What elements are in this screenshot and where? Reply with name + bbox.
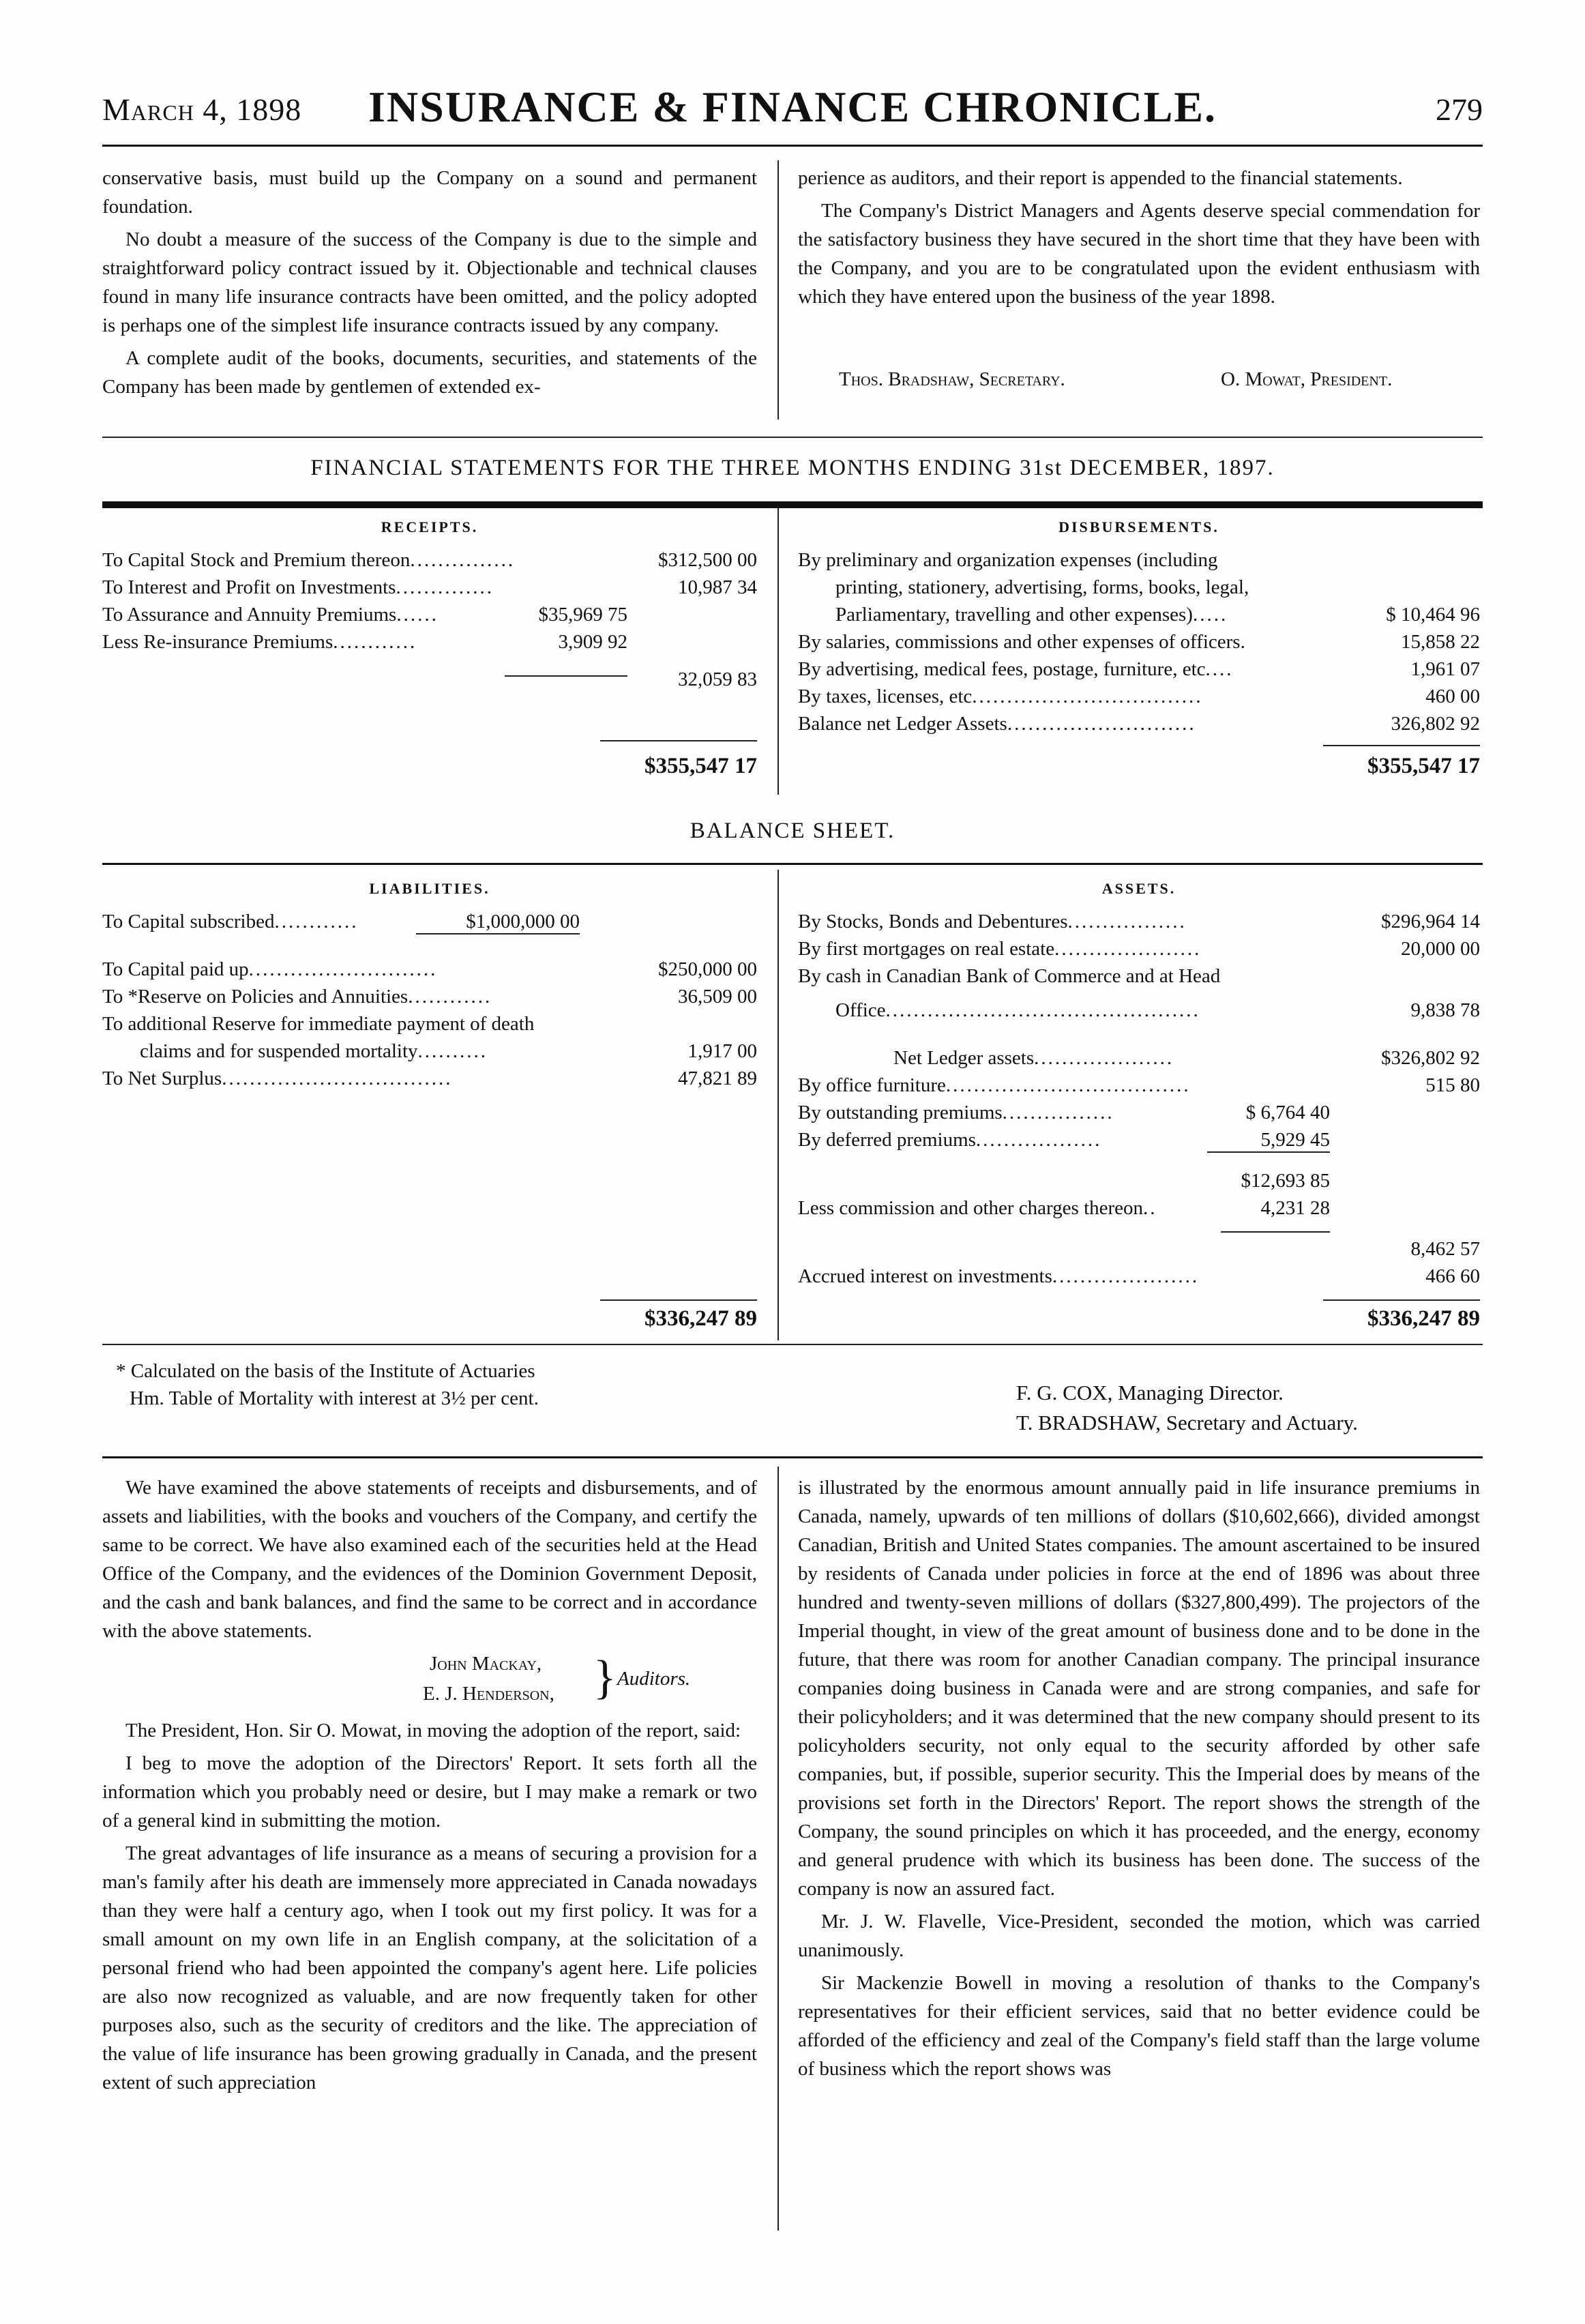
intro-column-divider [777, 160, 779, 420]
asset-amount: 9,838 78 [1410, 999, 1480, 1021]
asset-label: Less commission and other charges thereon.. [798, 1197, 1157, 1219]
financial-column-divider [777, 508, 779, 795]
footnote-line: Hm. Table of Mortality with interest at 3½ per cent. [130, 1387, 539, 1409]
liabilities-total: $336,247 89 [645, 1306, 757, 1331]
disbursement-amount: $ 10,464 96 [1386, 604, 1480, 626]
assets-heading: ASSETS. [1101, 880, 1176, 897]
body-right-paragraph: is illustrated by the enormous amount annually paid in life insurance premiums in Canada, namely, upwards of ten millions of dollars ($10,602,666), divided amongst Canadian, British and United States companies. The amount ascertained to be insured by residents of Canada under policies in force at the end of 1896 was about three hundred and twenty-seven millions of dollars ($327,800,499). The projectors of the Imperial thought, in view of the great amount of business done and to be done in the future, that there was room for another Canadian company. The principal insurance companies doing business in Canada were and are strong companies, and safe for their policyholders; and it was determined that the new company should present to its policyholders security, not only equal to the security afforded by other safe companies, but, if possible, superior security. This the Imperial does by means of the provisions set forth in the Directors' Report. The report shows the strength of the Company, the sound principles on which it has proceeded, and the energy, economy and general prudence with which its business has been done. The success of the company is now an assured fact. [798, 1477, 1480, 1900]
subtotal-rule [1221, 1231, 1330, 1233]
disbursement-amount: 326,802 92 [1391, 713, 1480, 735]
intro-left-paragraph: A complete audit of the books, documents, securities, and statements of the Company has been made by gentlemen of extended ex- [102, 347, 757, 398]
footnote [116, 1357, 539, 1412]
liability-label: To additional Reserve for immediate payment of death [102, 1013, 535, 1035]
financial-statements-title: FINANCIAL STATEMENTS FOR THE THREE MONTHS ENDING 31st DECEMBER, 1897. [310, 456, 1275, 480]
section-rule [102, 1456, 1483, 1458]
asset-label: Accrued interest on investments..................... [798, 1265, 1200, 1287]
body-column-divider [777, 1467, 779, 2231]
balance-sheet-title: BALANCE SHEET. [690, 819, 895, 843]
intro-right-paragraph: The Company's District Managers and Agents deserve special commendation for the satisfactory business they have secured in the short time that they have been with the Company, and you are to be congratulated upon the evident enthusiasm with which they have entered upon the business of the year 1898. [798, 200, 1480, 308]
disbursements-total: $355,547 17 [1367, 754, 1480, 778]
asset-subamount: 4,231 28 [1260, 1197, 1330, 1219]
receipt-amount: $312,500 00 [658, 549, 757, 571]
receipts-total: $355,547 17 [645, 754, 757, 778]
asset-subamount: 5,929 45 [1207, 1129, 1330, 1153]
section-rule [102, 437, 1483, 438]
intro-left-paragraph: conservative basis, must build up the Company on a sound and permanent foundation. [102, 167, 757, 218]
table-bottom-rule [102, 1344, 1483, 1345]
receipt-label: To Interest and Profit on Investments.............. [102, 576, 494, 598]
receipts-heading: RECEIPTS. [381, 518, 479, 535]
issue-date: March 4, 1898 [102, 92, 302, 127]
body-left-paragraph: We have examined the above statements of receipts and disbursements, and of assets and liabilities, with the books and vouchers of the Company, and certify the same to be correct. We have also examined each of the securities held at the Head Office of the Company, and the evidences of the Dominion Government Deposit, and the cash and bank balances, and find the same to be correct and in accordance with the above statements. [102, 1477, 757, 1642]
header-rule [102, 145, 1483, 147]
asset-subamount: $12,693 85 [1241, 1170, 1330, 1192]
asset-label: By cash in Canadian Bank of Commerce and at Head [798, 965, 1221, 987]
disbursement-label: By taxes, licenses, etc................................. [798, 686, 1203, 707]
liability-label: To Capital subscribed............ [102, 911, 359, 932]
intro-left-column [102, 164, 757, 405]
receipt-subamount: 3,909 92 [558, 631, 627, 653]
receipt-label: To Assurance and Annuity Premiums...... [102, 604, 439, 626]
publication-title: INSURANCE & FINANCE CHRONICLE. [368, 83, 1217, 131]
asset-label: Net Ledger assets.................... [893, 1047, 1174, 1069]
disbursement-label: Parliamentary, travelling and other expenses)..... [835, 604, 1228, 626]
total-rule [1323, 1299, 1480, 1301]
asset-label: Office............................................. [835, 999, 1200, 1021]
receipt-amount: 32,059 83 [678, 668, 757, 690]
asset-amount: 20,000 00 [1401, 938, 1480, 960]
asset-amount: 515 80 [1425, 1074, 1480, 1096]
receipt-amount: 10,987 34 [678, 576, 757, 598]
liabilities-heading: LIABILITIES. [369, 880, 490, 897]
total-rule [1323, 745, 1480, 746]
secretary-signature: Thos. Bradshaw, Secretary. [839, 368, 1065, 390]
receipt-subamount: $35,969 75 [538, 604, 627, 626]
liability-label: claims and for suspended mortality.......... [140, 1040, 488, 1062]
auditor-name: E. J. Henderson, [423, 1683, 554, 1705]
body-right-paragraph: Sir Mackenzie Bowell in moving a resolution of thanks to the Company's representatives for their efficient services, said that no better evidence could be afforded of the efficiency and zeal of the Company's field staff than the large volume of business which the report shows was [798, 1972, 1480, 2080]
asset-label: By outstanding premiums................ [798, 1102, 1114, 1123]
table-top-rule [102, 501, 1483, 508]
disbursements-heading: DISBURSEMENTS. [1058, 518, 1219, 535]
total-rule [600, 1299, 757, 1301]
managing-director-signature: F. G. COX, Managing Director. [1016, 1381, 1284, 1404]
body-left-column [102, 1473, 757, 2101]
intro-right-column [798, 164, 1480, 315]
assets-total: $336,247 89 [1367, 1306, 1480, 1331]
liability-label: To *Reserve on Policies and Annuities............ [102, 986, 492, 1007]
asset-subamount: $ 6,764 40 [1245, 1102, 1330, 1123]
disbursement-amount: 1,961 07 [1410, 658, 1480, 680]
body-right-paragraph: Mr. J. W. Flavelle, Vice-President, seconded the motion, which was carried unanimously. [798, 1911, 1480, 1961]
asset-label: By Stocks, Bonds and Debentures................. [798, 911, 1187, 932]
brace-glyph: } [593, 1651, 617, 1704]
body-right-column [798, 1473, 1480, 2087]
body-left-paragraph: I beg to move the adoption of the Directors' Report. It sets forth all the information which you probably need or desire, but I may make a remark or two of a general kind in submitting the motion. [102, 1752, 757, 1832]
liability-subamount: $1,000,000 00 [416, 911, 580, 935]
asset-label: By deferred premiums.................. [798, 1129, 1102, 1151]
asset-amount: 466 60 [1425, 1265, 1480, 1287]
receipt-label: To Capital Stock and Premium thereon............... [102, 549, 516, 571]
disbursement-label: By preliminary and organization expenses (including [798, 549, 1218, 571]
auditor-name: John Mackay, [430, 1653, 542, 1675]
liability-amount: 1,917 00 [687, 1040, 757, 1062]
body-left-paragraph: The President, Hon. Sir O. Mowat, in moving the adoption of the report, said: [125, 1720, 741, 1741]
asset-amount: $326,802 92 [1381, 1047, 1480, 1069]
footnote-line: * Calculated on the basis of the Institute of Actuaries [116, 1360, 535, 1382]
liability-amount: 36,509 00 [678, 986, 757, 1007]
liability-amount: $250,000 00 [658, 958, 757, 980]
liability-amount: 47,821 89 [678, 1068, 757, 1089]
disbursement-label: By salaries, commissions and other expenses of officers. [798, 631, 1247, 653]
disbursement-label: By advertising, medical fees, postage, furniture, etc.... [798, 658, 1234, 680]
disbursement-amount: 15,858 22 [1401, 631, 1480, 653]
asset-label: By office furniture................................... [798, 1074, 1191, 1096]
disbursement-label: Balance net Ledger Assets........................... [798, 713, 1196, 735]
page-header [102, 82, 1483, 136]
page-number: 279 [1436, 92, 1483, 127]
asset-amount: 8,462 57 [1410, 1238, 1480, 1260]
statement-signatures [1016, 1378, 1358, 1438]
liability-label: To Net Surplus................................. [102, 1068, 453, 1089]
total-rule [600, 740, 757, 741]
asset-amount: $296,964 14 [1381, 911, 1480, 932]
auditors-label: Auditors. [617, 1668, 691, 1690]
table-top-rule [102, 863, 1483, 865]
balance-column-divider [777, 870, 779, 1340]
intro-left-paragraph: No doubt a measure of the success of the Company is due to the simple and straightforward policy contract issued by it. Objectionable and technical clauses found in many life insurance contracts have been omitted, and the policy adopted is perhaps one of the simplest life insurance contracts issued by any company. [102, 229, 757, 336]
receipt-label: Less Re-insurance Premiums............ [102, 631, 417, 653]
intro-right-paragraph: perience as auditors, and their report is appended to the financial statements. [798, 167, 1403, 189]
auditors-block [102, 1649, 757, 1712]
asset-label: By first mortgages on real estate..................... [798, 938, 1202, 960]
disbursement-amount: 460 00 [1425, 686, 1480, 707]
liability-label: To Capital paid up........................... [102, 958, 438, 980]
president-signature: O. Mowat, President. [1221, 368, 1393, 390]
body-left-paragraph: The great advantages of life insurance as a means of securing a provision for a man's family after his death are immensely more appreciated in Canada nowadays than they were half a century ago, when I took out my first policy. It was for a small amount on my own life in an English company, at the solicitation of a personal friend who had been appointed the company's agent here. Life policies are also now recognized as valuable, and are now frequently taken for other purposes also, such as the security of creditors and the like. The appreciation of the value of life insurance has been growing gradually in Canada, and the present extent of such appreciation [102, 1842, 757, 2093]
secretary-actuary-signature: T. BRADSHAW, Secretary and Actuary. [1016, 1411, 1358, 1435]
disbursement-label: printing, stationery, advertising, forms, books, legal, [835, 576, 1249, 598]
